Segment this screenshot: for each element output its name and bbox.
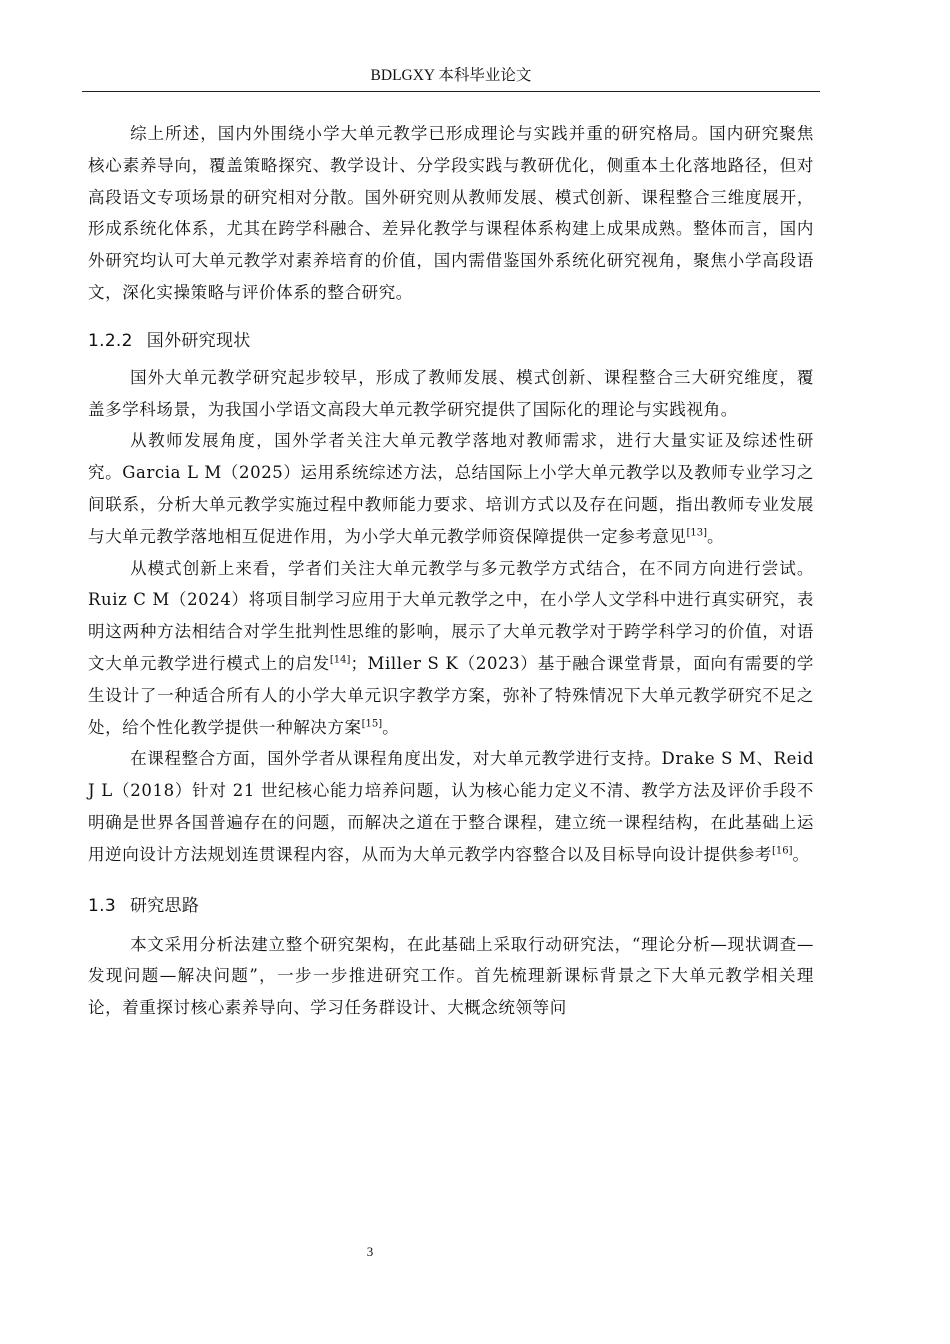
- section-title: 国外研究现状: [146, 330, 251, 351]
- punctuation: 。: [382, 717, 400, 737]
- header-rule: [82, 91, 820, 92]
- paragraph-model-innovation-text-b: ；Miller S K（2023）基于融合课堂背景，面向有需要的学生设计了一种适合所有人的小学大单元识字教学方案，弥补了特殊情况下大单元教学研究不足之处，给个性化教学提供一种解决方案: [88, 653, 814, 737]
- punctuation: 。: [792, 844, 810, 864]
- citation-15: [15]: [361, 718, 383, 730]
- paragraph-summary: [88, 118, 814, 309]
- paragraph-research-approach: [88, 929, 814, 1024]
- paragraph-curriculum-integration-text: 在课程整合方面，国外学者从课程角度出发，对大单元教学进行支持。Drake S M、Reid J L（2018）针对 21 世纪核心能力培养问题，认为核心能力定义不清、教学方法及评价手段不明确是世界各国普遍存在的问题，而解决之道在于整合课程，建立统一课程结构，在此基础上运用逆向设计方法规划连贯课程内容，从而为大单元教学内容整合以及目标导向设计提供参考: [88, 749, 814, 864]
- page-number: 3: [366, 1244, 374, 1259]
- page-header: BDLGXY 本科毕业论文: [370, 67, 532, 84]
- paragraph-teacher-development-text: 从教师发展角度，国外学者关注大单元教学落地对教师需求，进行大量实证及综述性研究。Garcia L M（2025）运用系统综述方法，总结国际上小学大单元教学以及教师专业学习之间联系，分析大单元教学实施过程中教师能力要求、培训方式以及存在问题，指出教师专业发展与大单元教学落地相互促进作用，为小学大单元教学师资保障提供一定参考意见: [88, 431, 814, 546]
- section-number: 1.2.2: [88, 330, 133, 351]
- paragraph-model-innovation-text-a: 从模式创新上来看，学者们关注大单元教学与多元教学方式结合，在不同方向进行尝试。Ruiz C M（2024）将项目制学习应用于大单元教学之中，在小学人文学科中进行真实研究，表明这两种方法相结合对学生批判性思维的影响，展示了大单元教学对于跨学科学习的价值，对语文大单元教学进行模式上的启发: [88, 558, 814, 673]
- citation-14: [14]: [329, 654, 351, 666]
- section-title: 研究思路: [129, 895, 200, 916]
- punctuation: 。: [707, 526, 725, 546]
- paragraph-research-approach-text: 本文采用分析法建立整个研究架构，在此基础上采取行动研究法，“理论分析—现状调查—发现问题—解决问题”，一步一步推进研究工作。首先梳理新课标背景之下大单元教学相关理论，着重探讨核心素养导向、学习任务群设计、大概念统领等问: [88, 934, 814, 1018]
- citation-13: [13]: [686, 527, 708, 539]
- section-heading-foreign-research: [88, 328, 814, 354]
- paragraph-foreign-intro: [88, 362, 814, 426]
- section-number: 1.3: [88, 895, 116, 916]
- section-heading-research-approach: [88, 893, 814, 919]
- citation-16: [16]: [772, 845, 793, 857]
- paragraph-foreign-intro-text: 国外大单元教学研究起步较早，形成了教师发展、模式创新、课程整合三大研究维度，覆盖多学科场景，为我国小学语文高段大单元教学研究提供了国际化的理论与实践视角。: [88, 367, 814, 419]
- paragraph-teacher-development: [88, 425, 814, 552]
- paragraph-summary-text: 综上所述，国内外围绕小学大单元教学已形成理论与实践并重的研究格局。国内研究聚焦核心素养导向，覆盖策略探究、教学设计、分学段实践与教研优化，侧重本土化落地路径，但对高段语文专项场景的研究相对分散。国外研究则从教师发展、模式创新、课程整合三维度展开，形成系统化体系，尤其在跨学科融合、差异化教学与课程体系构建上成果成熟。整体而言，国内外研究均认可大单元教学对素养培育的价值，国内需借鉴国外系统化研究视角，聚焦小学高段语文，深化实操策略与评价体系的整合研究。: [88, 124, 814, 302]
- paragraph-model-innovation: [88, 553, 814, 744]
- page-body: [88, 118, 814, 1024]
- paragraph-curriculum-integration: [88, 743, 814, 870]
